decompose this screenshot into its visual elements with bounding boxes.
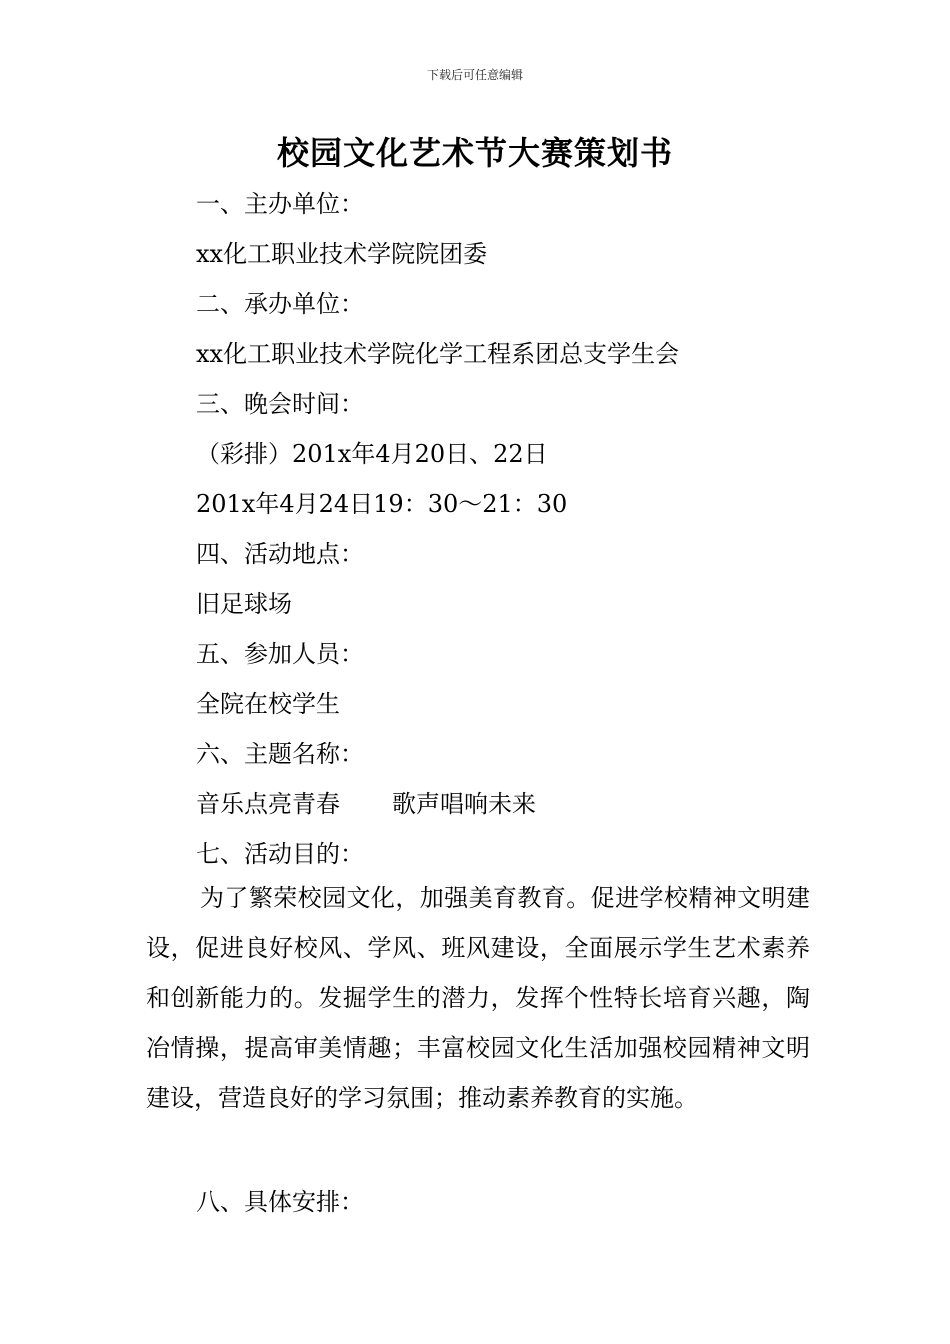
time-heading: 三、晚会时间： <box>196 390 364 418</box>
theme-heading: 六、主题名称： <box>196 740 364 768</box>
theme-value <box>196 784 536 819</box>
theme-part-2: 歌声唱响未来 <box>392 790 536 818</box>
organizer-heading: 一、主办单位： <box>196 190 364 218</box>
arrangement-heading: 八、具体安排： <box>196 1188 364 1216</box>
participants-value: 全院在校学生 <box>196 690 340 718</box>
theme-part-1: 音乐点亮青春 <box>196 790 340 818</box>
time-show: 201x年4月24日19：30～21：30 <box>196 490 568 518</box>
time-rehearsal: （彩排）201x年4月20日、22日 <box>196 440 548 468</box>
purpose-paragraph: 为了繁荣校园文化，加强美育教育。促进学校精神文明建设，促进良好校风、学风、班风建设，全面展示学生艺术素养和创新能力的。发掘学生的潜力，发挥个性特长培育兴趣，陶冶情操，提高审美情趣；丰富校园文化生活加强校园精神文明建设，营造良好的学习氛围；推动素养教育的实施。 <box>146 884 810 1112</box>
document-title: 校园文化艺术节大赛策划书 <box>276 134 673 172</box>
organizer-value: xx化工职业技术学院院团委 <box>196 240 488 268</box>
purpose-heading: 七、活动目的： <box>196 840 364 868</box>
venue-heading: 四、活动地点： <box>196 540 364 568</box>
host-heading: 二、承办单位： <box>196 290 364 318</box>
venue-value: 旧足球场 <box>196 590 292 618</box>
host-value: xx化工职业技术学院化学工程系团总支学生会 <box>196 340 680 368</box>
header-note: 下载后可任意编辑 <box>426 68 523 82</box>
participants-heading: 五、参加人员： <box>196 640 364 668</box>
